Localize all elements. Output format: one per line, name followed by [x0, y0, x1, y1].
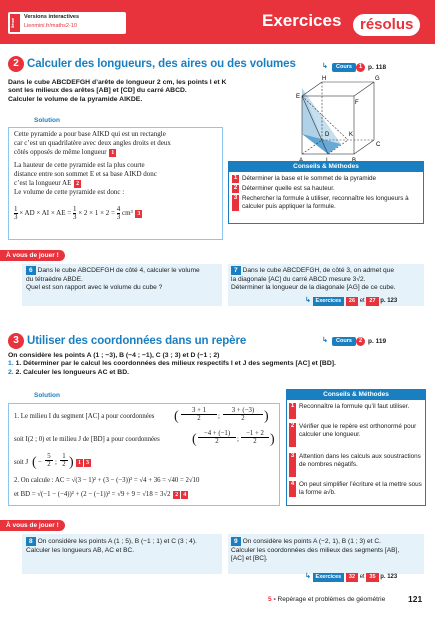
conseils-header: Conseils & Méthodes — [286, 389, 426, 400]
a-vous-de-jouer-banner: À vous de jouer ! — [0, 520, 65, 531]
exercise-8: 8 On considère les points A (1 ; 5), B (−1 ; 1) et C (3 ; 4). Calculer les longueurs AB, AC et BC. — [26, 538, 197, 554]
statement-line: 2. 2. Calculer les longueurs AC et BD. — [8, 368, 129, 376]
solution-line: car c’est un quadrilatère avec deux angles droits et deux — [14, 139, 171, 148]
conseil-item: 4 On peut simplifier l’écriture et la mettre sous la forme a√b. — [290, 481, 422, 497]
vertex-label: E — [296, 94, 301, 100]
statement-line: On considère les points A (1 ; −3), B (−4 ; −1), C (3 ; 3) et D (−1 ; 2) — [8, 352, 220, 359]
section-title: Utiliser des coordonnées dans un repère — [27, 335, 247, 347]
solution-text — [14, 407, 279, 503]
solution-label: Solution — [34, 117, 60, 124]
step-marker: 1 — [111, 150, 115, 157]
solution-line: distance entre son sommet E et sa base AIKD donc — [14, 169, 157, 178]
exercise-number: 6 — [26, 266, 36, 275]
statement-line: Dans le cube ABCDEFGH d’arête de longueur 2 cm, les points I et K — [8, 79, 227, 86]
exercise-7: 7 Dans le cube ABCDEFGH, de côté 3, on admet que la diagonale [AC] du carré ABCD mesure 3√2. Déterminer la longueur de la diagonale [AG] de ce cube. — [231, 267, 396, 292]
exercises-reference[interactable]: ↳ Exercices 32 et 35 p. 123 — [305, 573, 398, 580]
cours-pill[interactable]: Cours — [332, 337, 356, 346]
exercise-6: 6 Dans le cube ABCDEFGH de côté 4, calculer le volume du tétraèdre ABDE. Quel est son rapport avec le volume du cube ? — [26, 267, 200, 292]
conseils-header: Conseils & Méthodes — [228, 161, 424, 172]
step-marker: 1 — [78, 460, 81, 466]
arrow-icon: ↳ — [305, 297, 311, 304]
page-reference: p. 118 — [368, 64, 387, 71]
conseil-item: 2 Vérifier que le repère est orthonormé pour calculer une longueur. — [289, 423, 423, 439]
conseil-item: 1 Déterminer la base et le sommet de la pyramide — [233, 175, 377, 182]
vertex-label: K — [349, 132, 354, 138]
a-vous-de-jouer-banner: À vous de jouer ! — [0, 250, 65, 261]
solution-text — [14, 130, 222, 198]
conseils-list — [232, 175, 420, 225]
cours-number: 1 — [356, 63, 365, 72]
statement-line: Calculer le volume de la pyramide AIKDE. — [8, 95, 143, 103]
step-marker: 4 — [183, 492, 187, 498]
exercises-reference[interactable]: ↳ Exercices 26 et 27 p. 123 — [305, 297, 398, 304]
page-number: 121 — [408, 594, 423, 604]
vertex-label: H — [322, 76, 327, 82]
vertex-label: C — [376, 142, 381, 148]
statement-line: 1. 1. Déterminer par le calcul les coordonnées des milieux respectifs I et J des segments [AC] et [BD]. — [8, 360, 336, 368]
solution-line: 2. On calcule : AC = √(3 − 1)² + (3 − (−3))² = √4 + 36 = √40 = 2√10 — [14, 477, 200, 484]
solution-line: La hauteur de cette pyramide est la plus courte — [14, 160, 145, 169]
level-tag: 5ème — [10, 14, 20, 32]
solution-line: soit I(2 ; 0) et le milieu J de [BD] a pour coordonnées ( −4 + (−1) 2 ; −1 + 2 2 ) — [14, 430, 275, 447]
page-header — [0, 0, 435, 44]
solution-line: Cette pyramide a pour base AIKD qui est un rectangle — [14, 130, 166, 138]
vertex-label: F — [355, 100, 359, 106]
exercise-number: 8 — [26, 537, 36, 546]
exercise-number: 9 — [231, 537, 241, 546]
conseil-item: 3 Attention dans les calculs aux soustractions de nombres négatifs. — [289, 453, 423, 469]
vertex-label: G — [375, 76, 380, 82]
solution-line: soit J ( − 5 2 ; 1 2 ) 1 3 — [14, 453, 89, 470]
vertex-label: D — [325, 132, 330, 138]
section-title: Calculer des longueurs, des aires ou des volumes — [27, 58, 296, 70]
page-title: Exercices — [262, 11, 342, 30]
arrow-icon: ↳ — [322, 63, 328, 70]
versions-label: Versions interactives — [24, 14, 80, 20]
page-subtitle-pill: résolus — [353, 14, 420, 36]
exercise-statement — [8, 352, 428, 377]
volume-formula: $\frac{1}{3}$ × AD × AI × AE = $\frac{1}{3}$ × 2 × 1 × 2 = $\frac{4}{3}$ cm³ 3 — [14, 205, 141, 221]
section-number: 3 — [8, 333, 24, 349]
chapter-footer: 5 • Repérage et problèmes de géométrie — [268, 596, 386, 603]
cube-figure — [292, 74, 392, 164]
solution-line: Le volume de cette pyramide est donc : — [14, 188, 125, 197]
solution-line: c’est la longueur AE 2 — [14, 179, 80, 188]
solution-line: côtés opposés de même longueur 1 — [14, 148, 115, 157]
conseil-item: 2 Déterminer quelle est sa hauteur. — [233, 185, 335, 192]
step-marker: 3 — [137, 211, 141, 218]
conseils-list — [289, 403, 423, 505]
section-number: 2 — [8, 56, 24, 72]
step-marker: 2 — [76, 181, 80, 188]
solution-line: 1. Le milieu I du segment [AC] a pour coordonnées ( 3 + 1 2 ; 3 + (−3) 2 ) — [14, 407, 269, 424]
cours-number: 2 — [356, 337, 365, 346]
conseil-item: 3 Rechercher la formule à utiliser, reconnaître les longueurs à calculer puis appliquer la formule. — [233, 195, 409, 211]
exercise-9: 9 On considère les points A (−2, 1), B (1 ; 3) et C. Calculer les coordonnées des milieux des segments [AB], [AC] et [BC]. — [231, 538, 400, 563]
exercise-number: 7 — [231, 266, 241, 275]
cours-pill[interactable]: Cours — [332, 63, 356, 72]
exercise-statement — [8, 79, 288, 104]
step-marker: 3 — [86, 460, 89, 466]
solution-label: Solution — [34, 392, 60, 399]
solution-line: et BD = √(−1 − (−4))² + (2 − (−1))² = √9 + 9 = √18 = 3√2 2 4 — [14, 491, 187, 498]
page-reference: p. 119 — [368, 338, 387, 345]
arrow-icon: ↳ — [305, 573, 311, 580]
versions-link[interactable]: Lienmini.fr/maths2-10 — [24, 23, 77, 29]
statement-line: sont les milieux des arêtes [AB] et [CD] du carré ABCD. — [8, 87, 187, 95]
arrow-icon: ↳ — [322, 337, 328, 344]
interactive-versions-box[interactable] — [8, 12, 126, 34]
step-marker: 2 — [175, 492, 179, 498]
conseil-item: 1 Reconnaître la formule qu’il faut utiliser. — [289, 403, 423, 411]
